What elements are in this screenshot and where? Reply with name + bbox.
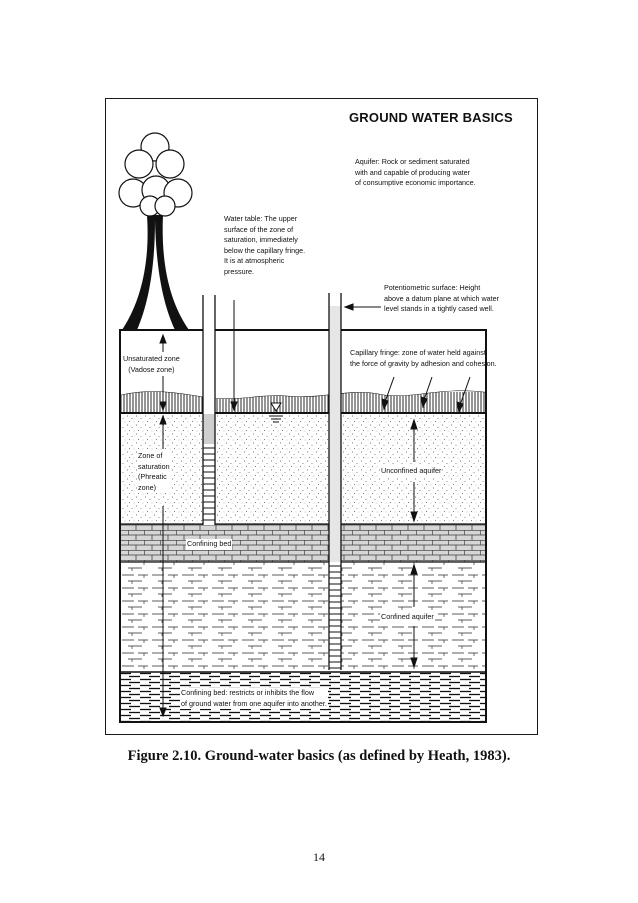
potentiometric-surface-label: Potentiometric surface: Height above a datum plane at which water level stands in a tightly cased well. [384, 283, 500, 313]
unsaturated-zone-label: Unsaturated zone (Vadose zone) [123, 354, 180, 374]
confining-bed-layer [120, 524, 486, 562]
confined-aquifer-label: Confined aquifer [381, 612, 434, 621]
water-table-well [203, 295, 215, 525]
tree-icon [119, 133, 192, 330]
page-number: 14 [313, 850, 325, 864]
unconfined-aquifer-label: Unconfined aquifer [381, 466, 442, 475]
figure-caption: Figure 2.10. Ground-water basics (as defined by Heath, 1983). [127, 748, 511, 764]
artesian-well [329, 293, 341, 670]
potentiometric-surface-arrow [345, 304, 381, 310]
bottom-confining-bed-label: Confining bed: restricts or inhibits the flow of ground water from one aquifer into another. [181, 688, 327, 708]
aquifer-label: Aquifer: Rock or sediment saturated with and capable of producing water of consumptive economic importance. [355, 157, 476, 187]
capillary-fringe-label: Capillary fringe: zone of water held against the force of gravity by adhesion and cohesion. [350, 348, 497, 368]
water-table-label: Water table: The upper surface of the zone of saturation, immediately below the capillary fringe. It is at atmospheric pressure. [224, 214, 306, 276]
confining-bed-label: Confining bed [187, 539, 232, 548]
zone-of-saturation-label: Zone of saturation (Phreatic zone) [138, 451, 170, 492]
figure-title: GROUND WATER BASICS [349, 110, 513, 125]
